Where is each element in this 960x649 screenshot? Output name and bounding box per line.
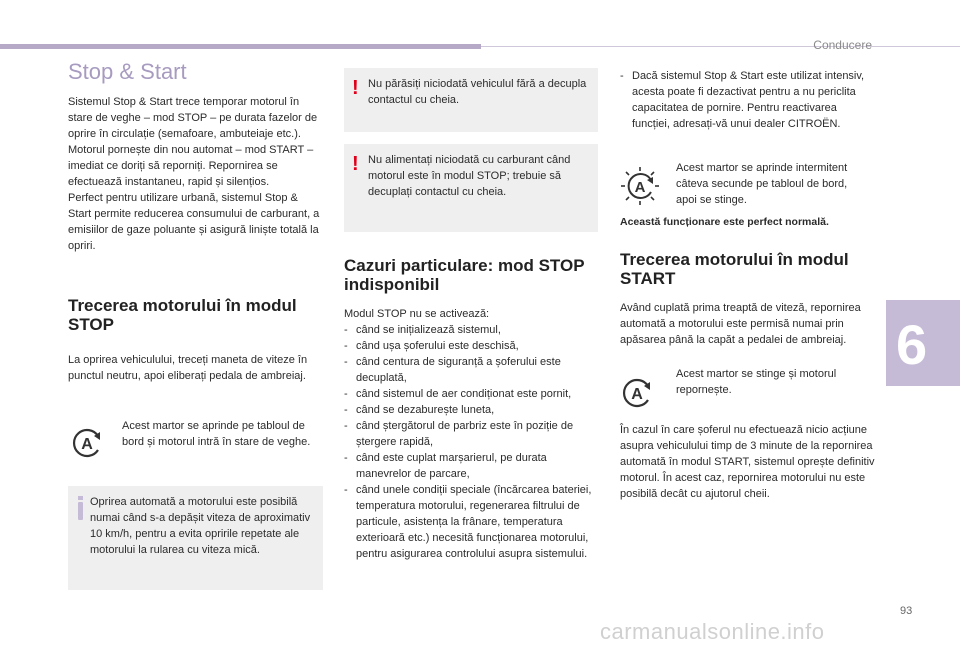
warning-icon: !: [352, 153, 359, 175]
unavailable-lead: Modul STOP nu se activează:: [344, 308, 490, 320]
stop-icon-text: Acest martor se aprinde pe tabloul de bord și motorul intră în stare de veghe.: [122, 420, 311, 448]
header-bar: [0, 44, 481, 49]
start-icon-text: Acest martor se stinge și motorul repornește.: [676, 368, 837, 396]
section-title: Conducere: [813, 38, 872, 52]
chapter-tab: [886, 300, 960, 386]
intro-paragraph: Sistemul Stop & Start trece temporar motorul în stare de veghe – mod STOP – pe durata fazelor de oprire în circulație (semafoare, ambuteiaje etc.). Motorul pornește din nou automat – mod START – imediat ce doriți să reporniți. Repornirea se efectuează instantaneu, rapid și silențios.: [68, 96, 318, 188]
warning-text-1: Nu părăsiți niciodată vehiculul fără a decupla contactul cu cheia.: [368, 78, 587, 106]
blink-icon-text: Acest martor se aprinde intermitent câteva secunde pe tabloul de bord, apoi se stinge.: [676, 162, 848, 206]
list-item: - când ușa șoferului este deschisă,: [344, 338, 600, 354]
icon-letter: A: [634, 179, 646, 196]
list-item: - când sistemul de aer condiționat este pornit,: [344, 386, 600, 402]
icon-letter: A: [631, 386, 643, 403]
normal-operation-note: Această funcționare este perfect normală.: [620, 216, 829, 228]
list-item: - când ștergătorul de parbriz este în poziție de ștergere rapidă,: [344, 418, 600, 450]
warning-box-2: [344, 144, 598, 232]
list-item: - când se inițializează sistemul,: [344, 322, 600, 338]
column-3-start: [620, 250, 876, 348]
page-title: Stop & Start: [68, 59, 187, 84]
warning-box-1: [344, 68, 598, 132]
column-1: [68, 59, 323, 384]
info-text: Oprirea automată a motorului este posibilă numai când s-a depășit viteza de aproximativ 10 km/h, pentru a evita opririle repetate ale motorului la rularea cu viteza mică.: [90, 496, 311, 556]
stop-mode-indicator-icon: [70, 426, 104, 465]
list-item: - când unele condiții speciale (încărcarea bateriei, temperatura motorului, regenerarea filtrului de particule, asistența la frânare, temperatura exterioară etc.) necesită funcționarea motorului, pentru asigurarea controlului asupra sistemului.: [344, 482, 600, 562]
chapter-number: 6: [896, 313, 928, 376]
column-2: [344, 256, 600, 562]
list-item: - când este cuplat marșarierul, pe durata manevrelor de parcare,: [344, 450, 600, 482]
list-item: - când centura de siguranță a șoferului este decuplată,: [344, 354, 600, 386]
final-paragraph: În cazul în care șoferul nu efectuează nicio acțiune asupra vehiculului timp de 3 minute de la repornirea automată în modul START, sistemul oprește definitiv motorul. În acest caz, repornirea motorului nu este posibilă decât cu ajutorul cheii.: [620, 424, 875, 500]
unavailable-list: [344, 322, 600, 562]
page-number: 93: [900, 605, 913, 617]
heading-stop-unavailable: Cazuri particulare: mod STOP indisponibil: [344, 256, 585, 294]
start-mode-indicator-icon: [620, 376, 654, 415]
heading-stop: Trecerea motorului în modul STOP: [68, 296, 297, 334]
column-3-top: [620, 68, 876, 132]
list-item: - când se dezaburește luneta,: [344, 402, 600, 418]
stop-paragraph: La oprirea vehiculului, treceți maneta de viteze în punctul neutru, apoi eliberați pedala de ambreiaj.: [68, 354, 308, 382]
watermark: carmanualsonline.info: [600, 619, 825, 644]
warning-text-2: Nu alimentați niciodată cu carburant când motorul este în modul STOP; trebuie să decuplați contactul cu cheia.: [368, 154, 571, 198]
start-paragraph: Având cuplată prima treaptă de viteză, repornirea automată a motorului este permisă numai prin apăsarea până la capăt a pedalei de ambreiaj.: [620, 302, 861, 346]
header-line: [481, 46, 960, 47]
heading-start: Trecerea motorului în modul START: [620, 250, 849, 288]
info-box: [68, 486, 323, 590]
warning-icon: !: [352, 77, 359, 99]
icon-letter: A: [81, 436, 93, 453]
list-item: - Dacă sistemul Stop & Start este utilizat intensiv, acesta poate fi dezactivat pentru a nu periclita capacitatea de pornire. Pentru reactivarea funcției, adresați-vă unui dealer CITROËN.: [620, 68, 876, 132]
stop-start-fault-icon: [620, 166, 660, 211]
info-icon: [78, 496, 83, 500]
intro-paragraph-2: Perfect pentru utilizare urbană, sistemul Stop & Start permite reducerea consumului de carburant, a emisiilor de gaze poluante și asigură liniște totală la opriri.: [68, 192, 320, 252]
info-icon-bar: [78, 502, 83, 520]
